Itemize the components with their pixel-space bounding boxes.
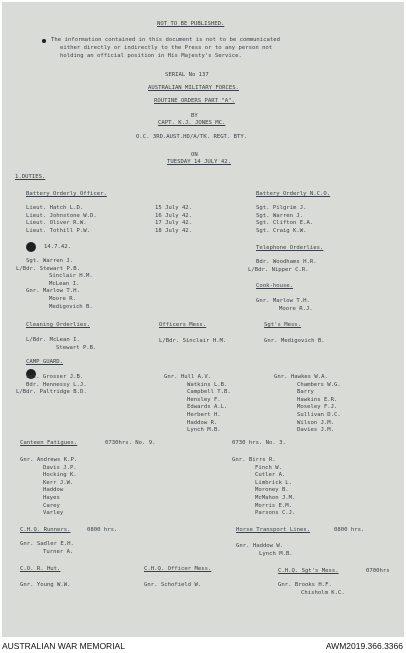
list-item: Wilson J.M. <box>297 419 335 426</box>
list-item: L/Bdr. McLean I. <box>26 337 80 343</box>
hq-sgts-mess-time: 0700hrs <box>366 568 390 574</box>
list-item: McMahon J.M. <box>255 494 296 501</box>
notice-line-3: holding an official position in His Majesty's Service. <box>60 53 242 59</box>
list-item: Campbell T.B. <box>187 389 231 396</box>
list-item: Medigovich B. <box>49 303 93 310</box>
cookhouse-list <box>256 298 313 313</box>
list-item: Lynch M.B. <box>187 427 221 434</box>
list-item: Gnr. Haddow W. <box>236 543 284 549</box>
list-item: Moore R.J. <box>279 305 313 312</box>
canteen-fatigues-time-2: 0730 hrs. No. 3. <box>232 440 286 446</box>
list-item: Lieut. Hatch L.D. <box>26 205 84 211</box>
list-item: Hensley F. <box>187 396 221 403</box>
list-item: Gnr. Marlow T.H. <box>256 298 310 304</box>
list-item: Chambers W.G. <box>297 381 341 388</box>
camp-guard-col3 <box>274 374 341 435</box>
list-item: Lynch M.B. <box>259 550 293 557</box>
list-item: Haddow <box>43 487 64 494</box>
list-item: Sinclair H.M. <box>49 273 93 280</box>
list-item: Parsons C.J. <box>255 510 296 517</box>
by-label: BY <box>191 113 198 119</box>
horse-transport-heading: Horse Transport Lines. <box>236 527 311 533</box>
list-item: Bdr. Woodhams H.R. <box>256 259 317 265</box>
list-item: Davies J.M. <box>297 427 335 434</box>
list-item: Cutler A. <box>255 472 286 479</box>
list-item: Limbrick L. <box>255 479 293 486</box>
picket-date: 14.7.42. <box>44 244 71 250</box>
list-item: L/Bdr. Stewart P.B. <box>16 265 80 272</box>
list-item: Finch W. <box>255 464 282 471</box>
co-hut-name: Gnr. Young W.W. <box>20 582 71 588</box>
document-page <box>2 2 404 637</box>
cleaning-orderlies-list <box>26 337 96 352</box>
cleaning-orderlies-heading: Cleaning Orderlies. <box>26 322 90 328</box>
picket-list <box>16 258 93 311</box>
hq-sgts-mess-heading: C.H.Q. Sgt's Mess. <box>278 568 339 574</box>
horse-transport-time: 0800 hrs. <box>334 527 365 533</box>
canteen-fatigues-col2 <box>232 457 295 518</box>
on-label: ON <box>191 152 198 158</box>
officers-mess-name: L/Bdr. Sinclair H.M. <box>159 338 227 344</box>
list-item: 16 July 42. <box>155 212 193 219</box>
list-item: Kerr J.W. <box>43 479 74 486</box>
restriction-heading: NOT TO BE PUBLISHED. <box>157 21 225 27</box>
hq-officer-mess-name: Gnr. Schofield W. <box>144 582 202 588</box>
canteen-fatigues-heading: Canteen Fatigues. <box>20 440 78 446</box>
list-item: Sgt. Grosser J.B. <box>26 374 84 380</box>
battery-orderly-nco-list <box>256 205 313 235</box>
list-item: Haddow R. <box>187 419 218 426</box>
list-item: Sullivan D.C. <box>297 411 341 418</box>
list-item: Bdr. Hennessy L.J. <box>26 381 87 388</box>
list-item: Barry <box>297 389 314 396</box>
list-item: Chisholm K.C. <box>301 589 345 596</box>
list-item: L/Bdr. Paltridge B.D. <box>16 389 87 396</box>
list-item: Hawkins E.R. <box>297 396 338 403</box>
canteen-fatigues-time-1: 0730hrs. No. 9. <box>105 440 156 446</box>
list-item: Hocking K. <box>43 472 77 479</box>
list-item: Sgt. Clifton E.A. <box>256 220 314 227</box>
cookhouse-heading: Cook-house. <box>256 283 294 289</box>
list-item: Lieut. Tothill P.W. <box>26 227 90 234</box>
orders-title: ROUTINE ORDERS PART "A". <box>154 98 235 104</box>
camp-guard-heading: CAMP GUARD. <box>26 359 64 365</box>
list-item: Davis J.P. <box>43 464 77 471</box>
list-item: Hayes <box>43 494 60 501</box>
list-item: Gnr. Hull A.V. <box>164 374 212 380</box>
list-item: Gnr. Marlow T.H. <box>26 288 80 295</box>
canteen-fatigues-col1 <box>20 457 77 518</box>
notice-line-1: The information contained in this document is not to be communicated <box>51 37 281 43</box>
list-item: 17 July 42. <box>155 220 193 227</box>
list-item: Edwards A.L. <box>187 404 228 411</box>
punch-mark <box>42 39 46 43</box>
camp-guard-col1 <box>16 374 87 397</box>
list-item: Herbert H. <box>187 411 221 418</box>
horse-transport-list <box>236 543 293 558</box>
hq-runners-time: 0800 hrs. <box>87 527 118 533</box>
list-item: Lieut. Johnstone W.D. <box>26 212 97 219</box>
footer-bar <box>0 638 406 653</box>
commander-name: CAPT. K.J. JONES MC. <box>158 120 226 126</box>
battery-name: O.C. 3RD.AUST.HD/A/TK. REGT. BTY. <box>136 134 248 140</box>
list-item: Gnr. Sadler E.H. <box>20 541 74 547</box>
order-date: TUESDAY 14 JULY 42. <box>167 159 231 165</box>
battery-orderly-officer-dates <box>155 205 192 235</box>
list-item: 18 July 42. <box>155 227 193 234</box>
list-item: Gnr. Birrs R. <box>232 457 276 463</box>
battery-orderly-officer-heading: Battery Orderly Officer. <box>26 191 107 197</box>
list-item: Carey <box>43 502 60 509</box>
footer-catalogue-id: AWM2019.366.3366 <box>325 641 403 651</box>
list-item: Moroney B. <box>255 487 289 494</box>
serial-number: SERIAL No 137 <box>165 72 209 78</box>
telephone-orderlies-heading: Telephone Orderlies. <box>256 245 324 251</box>
list-item: Sgt. Warren J. <box>256 212 304 219</box>
telephone-orderlies-list <box>248 259 317 274</box>
list-item: L/Bdr. Nipper C.R. <box>248 266 309 273</box>
list-item: Morris E.M. <box>255 502 293 509</box>
hq-officer-mess-heading: C.H.Q. Officer Mess. <box>144 566 212 572</box>
list-item: McLean I. <box>49 280 80 287</box>
list-item: Moseley F.J. <box>297 404 338 411</box>
co-hut-heading: C.O. R. Hut. <box>20 566 61 572</box>
list-item: Gnr. Hawkes W.A. <box>274 374 328 380</box>
unit-name: AUSTRALIAN MILITARY FORCES. <box>148 85 239 91</box>
list-item: 15 July 42. <box>155 205 193 211</box>
list-item: Lieut. Oliver R.W. <box>26 220 87 227</box>
list-item: Watkins L.B. <box>187 381 228 388</box>
section-duties: 1.DUTIES. <box>15 174 46 180</box>
list-item: Sgt. Pilgrim J. <box>256 205 307 211</box>
list-item: Sgt. Craig K.W. <box>256 227 307 234</box>
hq-sgts-mess-list <box>278 582 345 597</box>
list-item: Gnr. Andrews K.P. <box>20 457 78 463</box>
camp-guard-col2 <box>164 374 231 435</box>
list-item: Varley <box>43 510 64 517</box>
battery-orderly-nco-heading: Battery Orderly N.C.O. <box>256 191 331 197</box>
list-item: Moore R. <box>49 295 76 302</box>
list-item: Turner A. <box>43 548 74 555</box>
hq-runners-list <box>20 541 74 556</box>
sgts-mess-name: Gnr. Medigovich B. <box>264 338 325 344</box>
list-item: Stewart P.B. <box>56 344 97 351</box>
footer-institution: AUSTRALIAN WAR MEMORIAL <box>2 641 125 651</box>
punch-hole <box>26 242 36 252</box>
list-item: Gnr. Brooks H.F. <box>278 582 332 588</box>
notice-line-2: either directly or indirectly to the Press or to any person not <box>60 45 273 51</box>
battery-orderly-officer-list <box>26 205 97 235</box>
sgts-mess-heading: Sgt's Mess. <box>264 322 302 328</box>
hq-runners-heading: C.H.Q. Runners. <box>20 527 71 533</box>
officers-mess-heading: Officers Mess. <box>159 322 207 328</box>
list-item: Sgt. Warren J. <box>26 258 74 264</box>
